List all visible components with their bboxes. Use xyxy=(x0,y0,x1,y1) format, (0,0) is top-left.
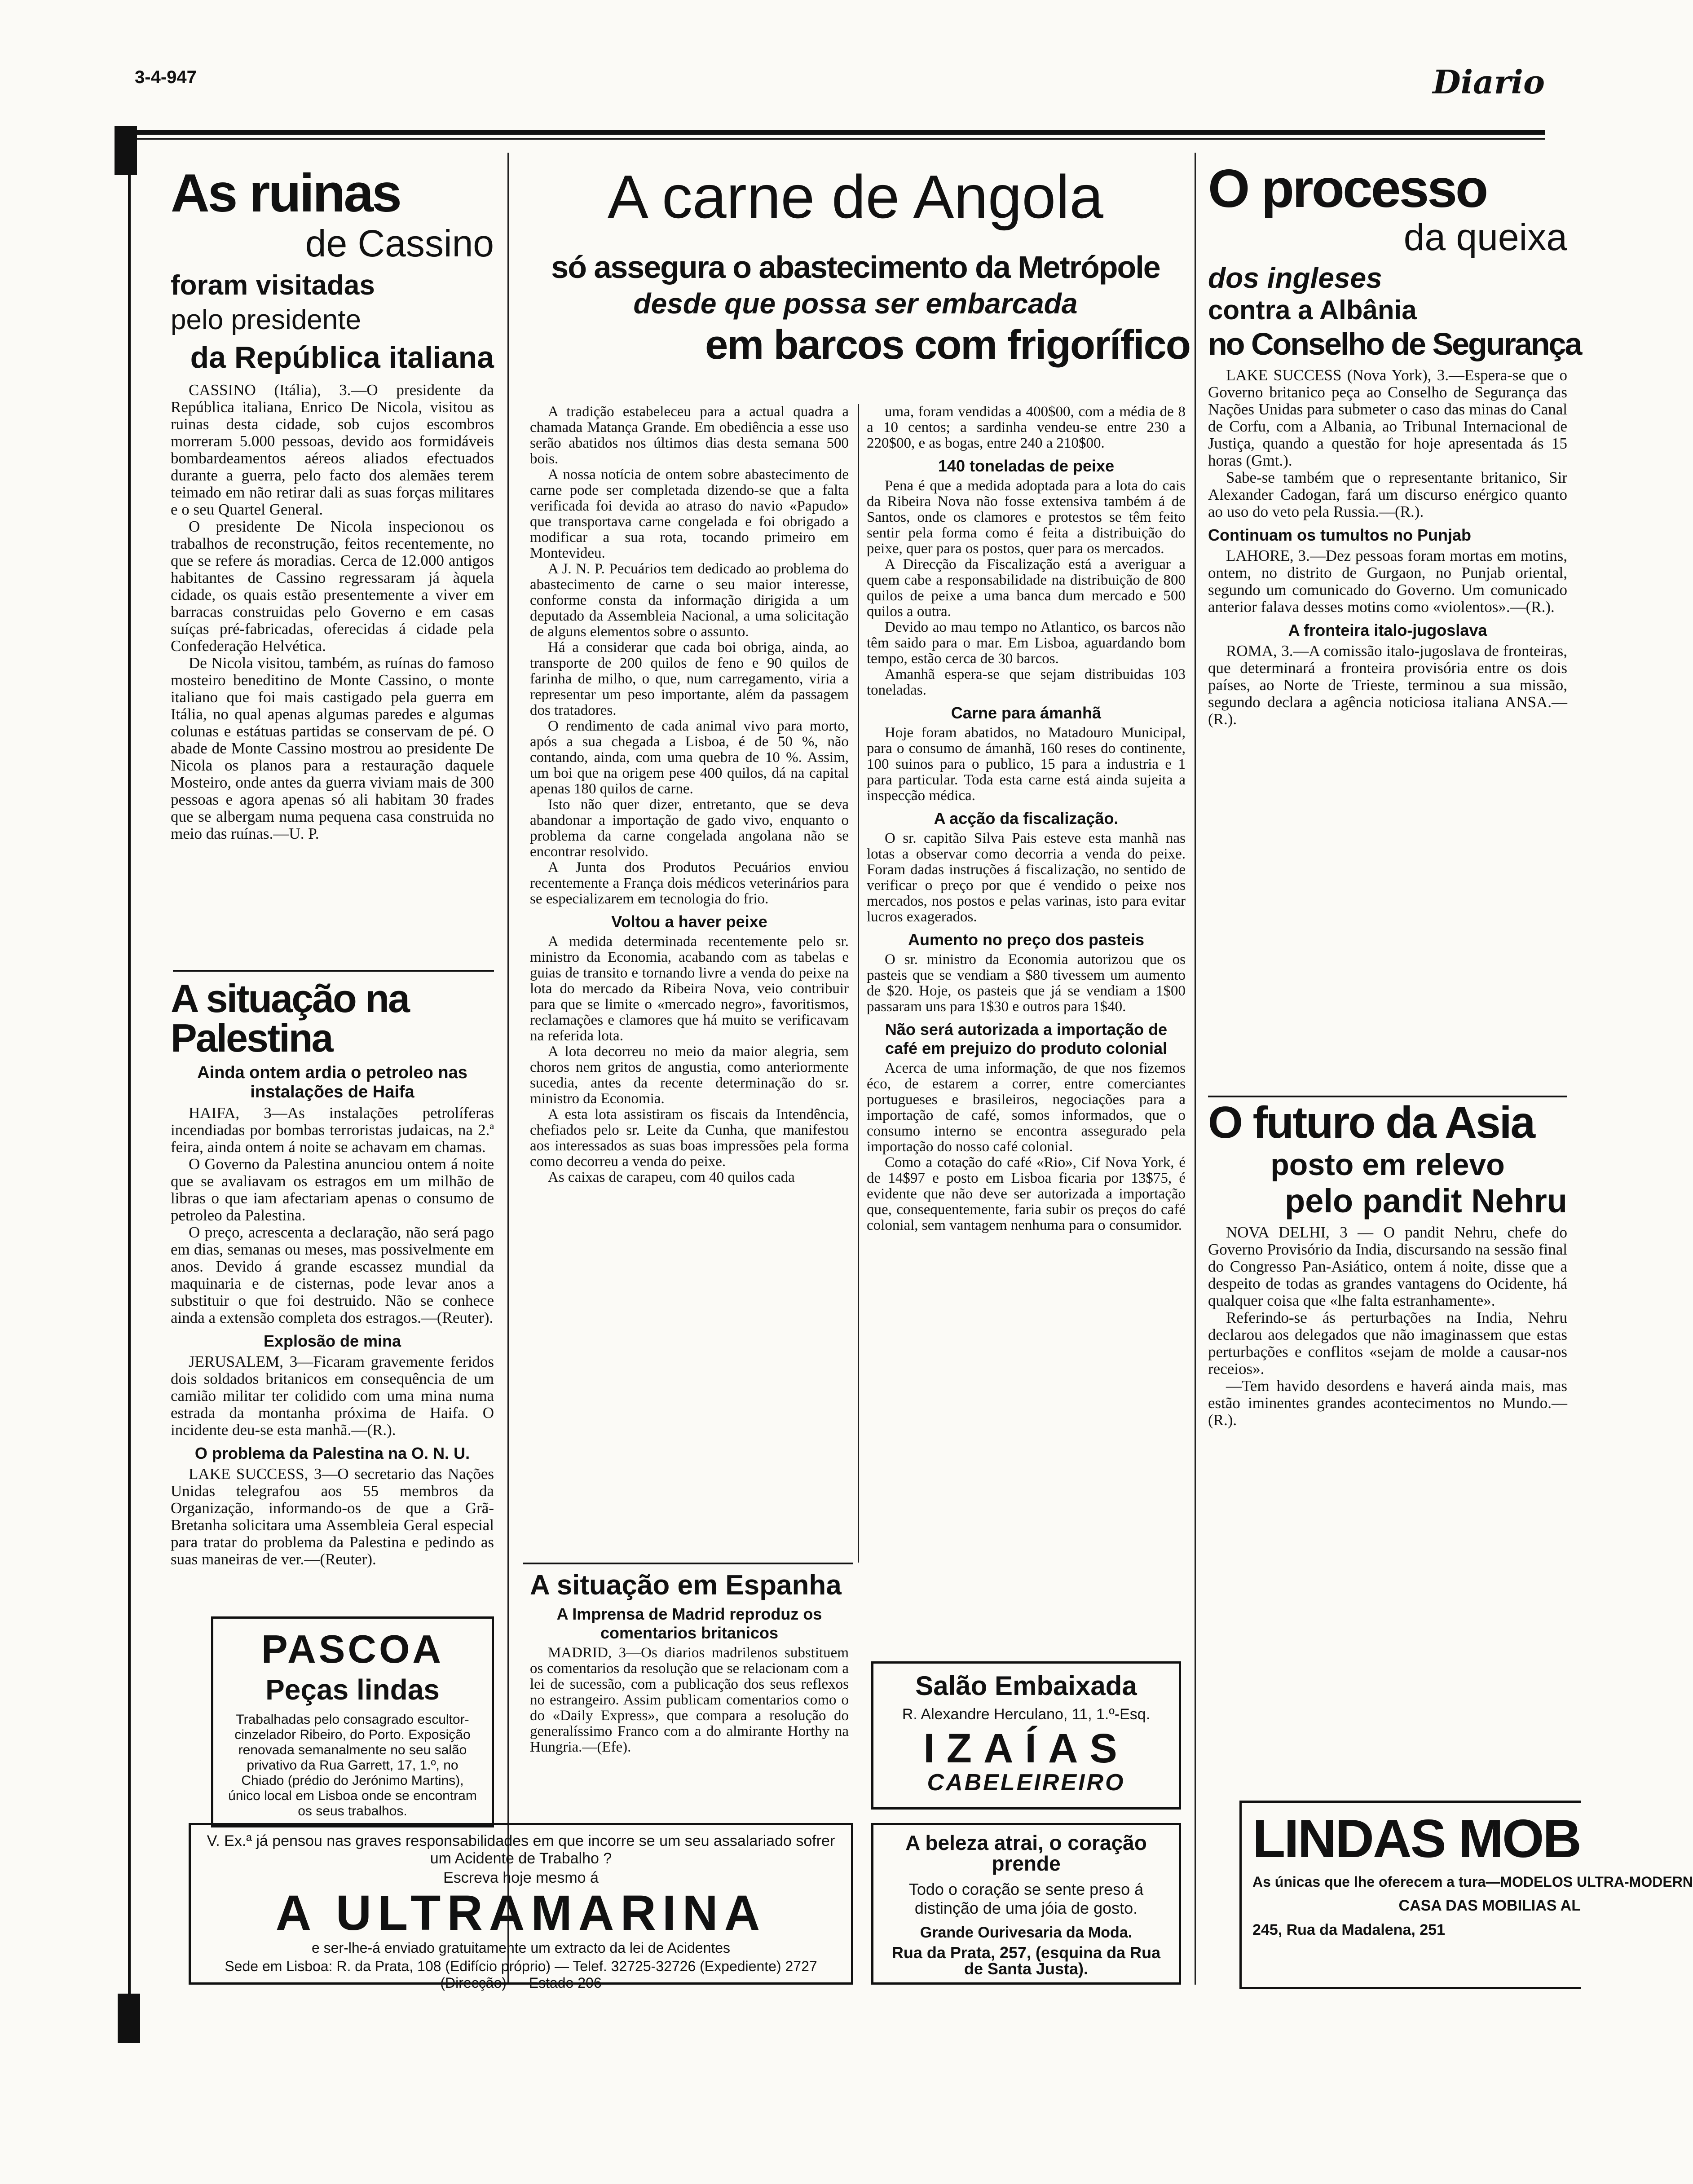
paragraph: Sabe-se também que o representante britanico, Sir Alexander Cadogan, fará um discurso enérgico quanto ao uso do veto pela Russia.—(R.). xyxy=(1208,469,1567,520)
palestina-article xyxy=(171,976,494,1568)
issue-date: 3-4-947 xyxy=(135,67,197,87)
paragraph: A Junta dos Produtos Pecuários enviou recentemente a França dois médicos veterinários para se especializarem em tecnologia do frio. xyxy=(530,859,849,907)
article-body xyxy=(171,1466,494,1568)
headline-4: pelo presidente xyxy=(171,304,361,335)
paragraph: LAKE SUCCESS (Nova York), 3.—Espera-se que o Governo britanico peça ao Conselho de Segurança das Nações Unidas para submeter o caso das minas do Canal de Corfu, com a Albania, ao Tribunal Internacional de Justiça, quando a questão for hoje apresentada ás 15 horas (Gmt.). xyxy=(1208,366,1567,469)
subheadline: Explosão de mina xyxy=(263,1332,401,1350)
headline: A carne de Angola xyxy=(607,163,1103,231)
paragraph: Como a cotação do café «Rio», Cif Nova York, é de 14$97 e posto em Lisboa ficaria por 13$75, é evidente que não deve ser autorizada a importação que, consequentemente, faria subir os preços do café colonial, sem vantagem nenhuma para o consumidor. xyxy=(867,1154,1186,1233)
headline: A situação na Palestina xyxy=(171,976,409,1060)
article-body xyxy=(171,1353,494,1439)
paragraph: O Governo da Palestina anunciou ontem á noite que se avaliavam os estragos em um milhão de libras o que iam afectariam apenas o consumo de petroleo da Palestina. xyxy=(171,1155,494,1224)
ultramarina-ad xyxy=(189,1823,853,1991)
pascoa-ad xyxy=(211,1616,494,1827)
paragraph: JERUSALEM, 3—Ficaram gravemente feridos dois soldados britanicos em consequência de um camião militar ter colidido com uma mina numa estrada da montanha próxima de Haifa. O incidente deu-se esta manhã.—(R.). xyxy=(171,1353,494,1439)
paragraph: Há a considerar que cada boi obriga, ainda, ao transporte de 200 quilos de feno e 90 quilos de farinha de milho, o que, num carregamento, viria a representar um peso importante, além da passagem dos tratadores. xyxy=(530,639,849,718)
paragraph: uma, foram vendidas a 400$00, com a média de 8 a 10 centos; a sardinha vendeu-se entre 230 a 220$00, e as bogas, entre 240 a 210$00. xyxy=(867,404,1186,451)
left-vertical-rule xyxy=(128,175,131,1994)
headline: As ruinas xyxy=(171,163,400,223)
espanha-article xyxy=(530,1572,849,1755)
mobilias-ad xyxy=(1239,1801,1693,1989)
paragraph: O sr. capitão Silva Pais esteve esta manhã nas lotas a observar como decorria a venda do peixe. Foram dadas instruções á fiscalização, no sentido de verificar o preço por que é vendido o peixe nos mercados, nos postos e pelas varinas, isto para evitar lucros exagerados. xyxy=(867,830,1186,925)
divider xyxy=(523,1563,853,1564)
subheadline: Ainda ontem ardia o petroleo nas instalações de Haifa xyxy=(197,1063,467,1101)
column-rule xyxy=(507,153,509,1985)
paragraph: A esta lota assistiram os fiscais da Intendência, chefiados pelo sr. Leite da Cunha, que manifestou aos interessados as suas boas impressões pela forma como decorreu a venda do peixe. xyxy=(530,1106,849,1170)
ad-line: Escreva hoje mesmo á xyxy=(443,1869,599,1886)
divider xyxy=(173,970,494,972)
paragraph: A medida determinada recentemente pelo sr. ministro da Economia, acabando com as tabelas e guias de transito e tornando livre a venda do peixe na lota do mercado da Ribeira Nova, veio contribuir para que se limite o «mercado negro», favoritismos, reclamações e clamores que há muito se verificavam na referida lota. xyxy=(530,933,849,1044)
ad-subtitle: Peças lindas xyxy=(265,1673,440,1706)
angola-subheads xyxy=(521,250,1190,368)
albania-article xyxy=(1208,159,1581,728)
headline-2: da queixa xyxy=(1403,216,1567,258)
article-body xyxy=(1208,367,1567,520)
headline: A situação em Espanha xyxy=(530,1570,842,1601)
subheadline: Carne para ámanhã xyxy=(951,704,1102,722)
angola-body-right xyxy=(867,404,1186,1233)
ad-line: Sede em Lisboa: R. da Prata, 108 (Edifício próprio) — Telef. 32725-32726 (Expediente) 2727 (Direcção) — Estado 206 xyxy=(225,1958,817,1991)
ad-store: Grande Ourivesaria da Moda. xyxy=(920,1924,1133,1941)
headline-4: em barcos com frigorífico xyxy=(705,322,1190,368)
paragraph: Devido ao mau tempo no Atlantico, os barcos não têm saido para o mar. Em Lisboa, aguardando bom tempo, estão cerca de 30 barcos. xyxy=(867,619,1186,667)
headline: O processo xyxy=(1208,159,1487,219)
paragraph: A Direcção da Fiscalização está a averiguar a quem cabe a responsabilidade na distribuição de 800 quilos de peixe a uma banca dum mercado e 500 quilos a outra. xyxy=(867,556,1186,620)
ad-title: PASCOA xyxy=(261,1627,444,1671)
headline-5: no Conselho de Segurança xyxy=(1208,326,1581,361)
ad-body: Todo o coração se sente preso á distinção de uma jóia de gosto. xyxy=(908,1880,1144,1917)
ad-store: CASA DAS MOBILIAS AL xyxy=(1398,1897,1581,1914)
headline-3: foram visitadas xyxy=(171,270,375,301)
headline: O futuro da Asia xyxy=(1208,1097,1534,1148)
asia-article xyxy=(1208,1097,1567,1429)
paragraph: Pena é que a medida adoptada para a lota do cais da Ribeira Nova não fosse extensiva também á de Santos, onde os clamores e protestos se têm feito sentir pela forma como é feita a distribuição do peixe, quer para os postos, quer para os mercados. xyxy=(867,478,1186,557)
paragraph: LAHORE, 3.—Dez pessoas foram mortas em motins, ontem, no distrito de Gurgaon, no Punjab oriental, segundo um comunicado do Governo. Um comunicado anterior falava desses motins como «violentos».—(R.). xyxy=(1208,547,1567,616)
paragraph: Hoje foram abatidos, no Matadouro Municipal, para o consumo de ámanhã, 160 reses do continente, 100 suinos para o publico, 15 para a industria e 1 para particular. Toda esta carne está ainda sujeita a inspecção médica. xyxy=(867,725,1186,804)
subheadline: 140 toneladas de peixe xyxy=(938,457,1115,475)
article-body xyxy=(1208,547,1567,616)
headline-2: posto em relevo xyxy=(1270,1148,1505,1182)
paragraph: A lota decorreu no meio da maior alegria, sem choros nem gritos de angustia, como anteriormente sucedia, antes da recente determinação do sr. ministro da Economia. xyxy=(530,1044,849,1107)
subheadline: O problema da Palestina na O. N. U. xyxy=(194,1444,470,1462)
top-rule-thin xyxy=(121,138,1545,140)
column-marker-bottom xyxy=(118,1994,140,2043)
headline-3: desde que possa ser embarcada xyxy=(633,287,1078,320)
article-body xyxy=(171,1105,494,1326)
angola-body-left xyxy=(530,404,849,1185)
subheadline: A Imprensa de Madrid reproduz os comentarios britanicos xyxy=(556,1605,822,1642)
ad-brand: A ULTRAMARINA xyxy=(275,1885,767,1941)
column-rule xyxy=(1195,153,1196,1985)
ad-title: Salão Embaixada xyxy=(915,1671,1137,1701)
article-body xyxy=(171,382,494,842)
paragraph: O preço, acrescenta a declaração, não será pago em dias, semanas ou meses, mas possivelmente em anos. Devido á grande escassez mundial da maquinaria e de cisternas, pode levar anos a substituir o que foi destruido. Não se conhece ainda a extensão completa dos estragos.—(Reuter). xyxy=(171,1224,494,1326)
paragraph: O sr. ministro da Economia autorizou que os pasteis que se vendiam a $80 tivessem um aumento de $20. Hoje, os pasteis que já se vendiam a 1$00 passaram uns para 1$30 e outros para 1$40. xyxy=(867,951,1186,1015)
subheadline: A fronteira italo-jugoslava xyxy=(1288,621,1487,639)
headline-3: dos ingleses xyxy=(1208,262,1382,294)
subheadline: Continuam os tumultos no Punjab xyxy=(1208,526,1471,544)
paragraph: LAKE SUCCESS, 3—O secretario das Nações Unidas telegrafou aos 55 membros da Organização, informando-os de que a Grã-Bretanha solicitara uma Assembleia Geral especial para tratar do problema da Palestina e pedindo as suas maneiras de ver.—(Reuter). xyxy=(171,1465,494,1568)
paragraph: ROMA, 3.—A comissão italo-jugoslava de fronteiras, que determinará a fronteira provisória entre os dois países, ao Norte de Trieste, terminou a sua missão, segundo declara a agência noticiosa italiana ANSA.—(R.). xyxy=(1208,642,1567,728)
paragraph: NOVA DELHI, 3 — O pandit Nehru, chefe do Governo Provisório da India, discursando na sessão final do Congresso Pan-Asiático, ontem á noite, disse que a despeito de todas as grandes vantagens do Ocidente, há qualquer coisa que «lhe falta estranhamente». xyxy=(1208,1224,1567,1309)
headline-3: pelo pandit Nehru xyxy=(1285,1182,1567,1220)
paragraph: A nossa notícia de ontem sobre abastecimento de carne pode ser completada dizendo-se que a falta verificada foi devida ao atraso do navio «Papudo» que transportava carne congelada e foi obrigado a modificar a sua rota, tocando primeiro em Montevideu. xyxy=(530,467,849,561)
paragraph: CASSINO (Itália), 3.—O presidente da República italiana, Enrico De Nicola, visitou as ruinas desta cidade, sob cujos escombros morreram 5.000 pessoas, devido aos formidáveis bombardeamentos aéreos aliados efectuados durante a guerra, pelo facto dos alemães terem teimado em não retirar dali as suas forças militares e o seu Quartel General. xyxy=(171,381,494,518)
ourivesaria-ad xyxy=(871,1823,1181,1985)
headline-2: de Cassino xyxy=(305,222,494,264)
ad-line: e ser-lhe-á enviado gratuitamente um extracto da lei de Acidentes xyxy=(311,1940,731,1956)
paragraph: O presidente De Nicola inspecionou os trabalhos de reconstrução, feitos recentemente, no que se refere ás moradias. Cerca de 12.000 antigos habitantes de Cassino regressaram já àquela cidade, os quais estão presentemente a viver em barracas construidas pelo Governo e em casas suíças pré-fabricadas, oferecidas á cidade pela Confederação Helvética. xyxy=(171,518,494,655)
ad-address: Rua da Prata, 257, (esquina da Rua de Santa Justa). xyxy=(891,1943,1161,1978)
column-rule xyxy=(858,404,859,1563)
cassino-article xyxy=(171,163,494,842)
article-body xyxy=(1208,643,1567,728)
paragraph: De Nicola visitou, também, as ruínas do famoso mosteiro beneditino de Monte Cassino, o monte italiano que foi mais castigado pela guerra em Itália, no qual apenas algumas paredes e algumas colunas e estátuas partidas se conservam de pé. O abade de Monte Cassino mostrou ao presidente De Nicola os planos para a restauração daquele Mosteiro, onde antes da guerra viviam mais de 300 pessoas e agora apenas só ali habitam 30 frades que se albergam numa pequena casa construida no meio das ruínas.—U. P. xyxy=(171,654,494,842)
headline-4: contra a Albânia xyxy=(1208,295,1417,325)
headline-5: da República italiana xyxy=(190,340,494,374)
paragraph: MADRID, 3—Os diarios madrilenos substituem os comentarios da resolução que se relacionam com a lei de sucessão, com a publicação dos seus reflexos no estrangeiro. Assim publicam comentarios como o do «Daily Express», que compara a resolução do generalíssimo Franco com a do almirante Horthy na Hungria.—(Efe). xyxy=(530,1645,849,1755)
paragraph: A J. N. P. Pecuários tem dedicado ao problema do abastecimento de carne o seu maior interesse, conforme consta da informação dirigida a um deputado da Assembleia Nacional, a uma solicitação de alguns elementos sobre o assunto. xyxy=(530,561,849,640)
ad-subtitle: CABELEIREIRO xyxy=(927,1770,1125,1796)
paragraph: As caixas de carapeu, com 40 quilos cada xyxy=(548,1169,795,1185)
paragraph: Amanhã espera-se que sejam distribuidas 103 toneladas. xyxy=(867,666,1186,698)
angola-headline-block xyxy=(521,162,1190,232)
salao-ad xyxy=(871,1661,1181,1810)
ad-brand: IZAÍAS xyxy=(923,1726,1129,1771)
ad-address: 245, Rua da Madalena, 251 xyxy=(1252,1921,1445,1938)
ad-title: LINDAS MOB xyxy=(1252,1809,1580,1869)
paragraph: Isto não quer dizer, entretanto, que se deva abandonar a importação de gado vivo, enquanto o problema da carne congelada angolana não se encontrar resolvido. xyxy=(530,797,849,860)
paragraph: O rendimento de cada animal vivo para morto, após a sua chegada a Lisboa, é de 50 %, não contando, ainda, com uma quebra de 10 %. Assim, um boi que na origem pese 400 quilos, dá na capital apenas 180 quilos de carne. xyxy=(530,718,849,797)
paragraph: A tradição estabeleceu para a actual quadra a chamada Matança Grande. Em obediência a esse uso serão abatidos nos últimos dias desta semana 500 bois. xyxy=(530,404,849,467)
paragraph: —Tem havido desordens e haverá ainda mais, mas estão iminentes grandes acontecimentos no Mundo.—(R.). xyxy=(1208,1377,1567,1429)
subheadline: Voltou a haver peixe xyxy=(611,912,767,931)
headline-2: só assegura o abastecimento da Metrópole xyxy=(551,250,1160,285)
paragraph: Acerca de uma informação, de que nos fizemos éco, de estarem a correr, entre comerciantes portugueses e brasileiros, negociações para a importação de café, somos informados, que o consumo interno se encontra assegurado pela importação do nosso café colonial. xyxy=(867,1060,1186,1155)
paragraph: HAIFA, 3—As instalações petrolíferas incendiadas por bombas terroristas judaicas, na 2.ª feira, ainda ontem á noite se achavam em chamas. xyxy=(171,1104,494,1156)
masthead: Diario xyxy=(1433,63,1545,101)
paragraph: Referindo-se ás perturbações na India, Nehru declarou aos delegados que não imaginassem que estas perturbações e conflitos «sejam de molde a causar-nos receios». xyxy=(1208,1309,1567,1378)
article-body xyxy=(1208,1224,1567,1429)
subheadline: Aumento no preço dos pasteis xyxy=(908,930,1145,949)
ad-address: R. Alexandre Herculano, 11, 1.º-Esq. xyxy=(902,1706,1151,1723)
ad-title: A beleza atrai, o coração prende xyxy=(905,1831,1147,1875)
ad-body: Trabalhadas pelo consagrado escultor-cinzelador Ribeiro, do Porto. Exposição renovada semanalmente no seu salão privativo da Rua Garrett, 17, 1.º, no Chiado (prédio do Jerónimo Martins), único local em Lisboa onde se encontram os seus trabalhos. xyxy=(228,1712,477,1819)
article-body xyxy=(530,1645,849,1755)
subheadline: A acção da fiscalização. xyxy=(934,809,1119,828)
top-rule xyxy=(121,130,1545,135)
ad-line: V. Ex.ª já pensou nas graves responsabilidades em que incorre se um seu assalariado sofrer um Acidente de Trabalho ? xyxy=(207,1832,835,1867)
ad-line: As únicas que lhe oferecem a tura—MODELOS ULTRA-MODERN xyxy=(1252,1874,1693,1890)
subheadline: Não será autorizada a importação de café em prejuizo do produto colonial xyxy=(885,1020,1168,1057)
